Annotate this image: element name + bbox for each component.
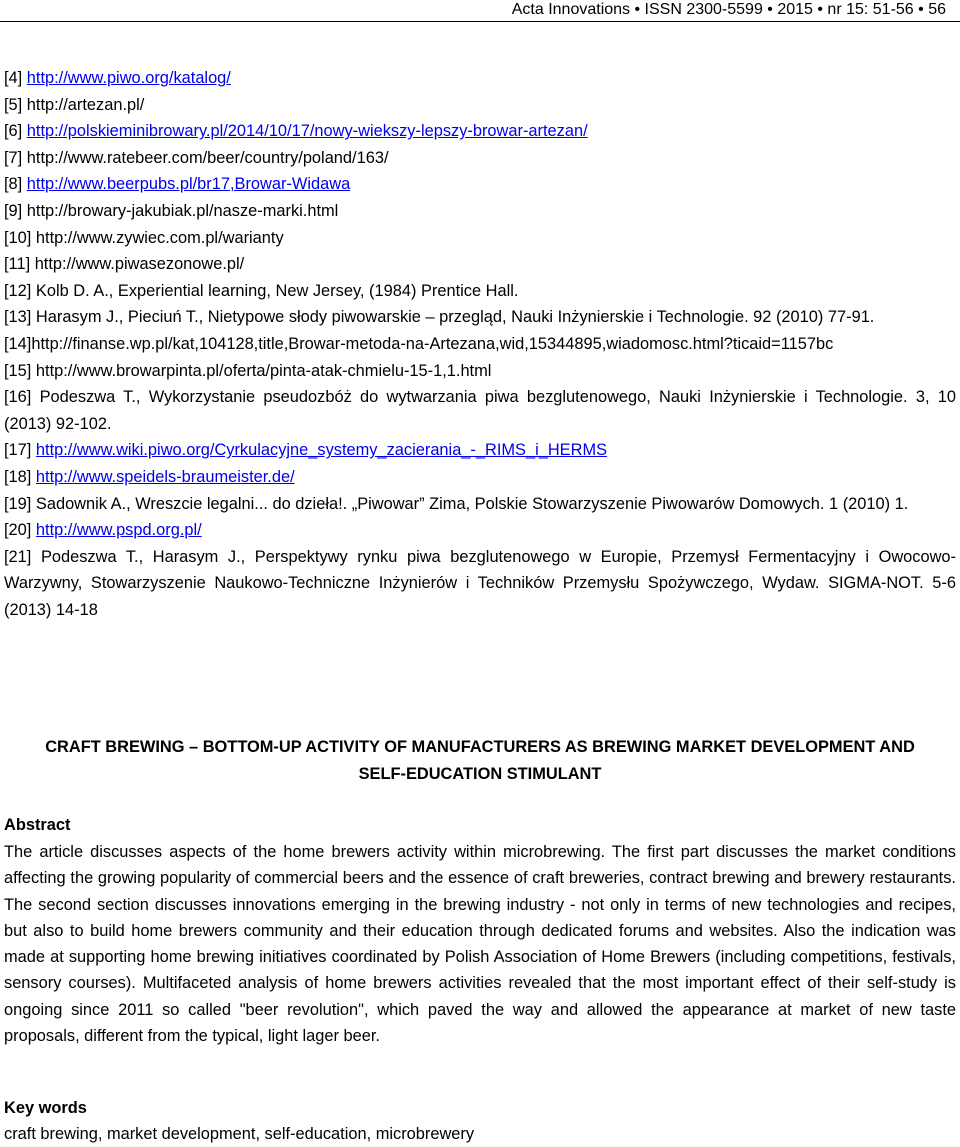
reference-number: [17] [4, 441, 36, 460]
reference-number: [10] [4, 228, 36, 247]
reference-item [4, 331, 956, 358]
reference-item [4, 251, 956, 278]
abstract-heading: Abstract [4, 816, 71, 834]
reference-item [4, 517, 956, 544]
reference-item [4, 118, 956, 145]
reference-link[interactable]: http://polskieminibrowary.pl/2014/10/17/nowy-wiekszy-lepszy-browar-artezan/ [26, 122, 588, 141]
reference-text: Sadownik A., Wreszcie legalni... do dzieła!. „Piwowar” Zima, Polskie Stowarzyszenie Piwowarów Domowych. 1 (2010) 1. [35, 494, 909, 513]
reference-text: Harasym J., Pieciuń T., Nietypowe słody piwowarskie – przegląd, Nauki Inżynierskie i Technologie. 92 (2010) 77-91. [35, 308, 875, 327]
reference-list [4, 65, 956, 623]
reference-link[interactable]: http://www.speidels-braumeister.de/ [35, 467, 295, 486]
reference-text: Kolb D. A., Experiential learning, New Jersey, (1984) Prentice Hall. [35, 281, 519, 300]
article-title [4, 734, 956, 788]
reference-item [4, 358, 956, 385]
reference-link[interactable]: http://www.wiki.piwo.org/Cyrkulacyjne_systemy_zacierania_-_RIMS_i_HERMS [35, 441, 608, 460]
reference-number: [21] [4, 547, 41, 566]
reference-number: [20] [4, 521, 36, 540]
reference-item [4, 225, 956, 252]
reference-number: [16] [4, 388, 40, 407]
reference-number: [14] [4, 334, 32, 353]
reference-number: [4] [4, 69, 27, 87]
reference-number: [12] [4, 281, 36, 300]
keywords-text: craft brewing, market development, self-education, microbrewery [4, 1125, 475, 1143]
article-title-line-2: SELF-EDUCATION STIMULANT [358, 765, 602, 783]
reference-text: Podeszwa T., Harasym J., Perspektywy rynku piwa bezglutenowego w Europie, Przemysł Fermentacyjny i Owocowo-Warzywny, Stowarzyszenie Naukowo-Techniczne Inżynierów i Techników Przemysłu Spożywczego, Wydaw. SIGMA-NOT. 5-6 (2013) 14-18 [4, 547, 956, 619]
reference-number: [15] [4, 361, 36, 380]
reference-item [4, 145, 956, 172]
reference-text: http://www.piwasezonowe.pl/ [34, 255, 245, 274]
keywords-heading: Key words [4, 1099, 87, 1117]
reference-number: [18] [4, 467, 36, 486]
reference-link[interactable]: http://www.pspd.org.pl/ [35, 521, 202, 540]
reference-text: http://artezan.pl/ [26, 95, 145, 114]
running-header [0, 0, 960, 22]
reference-number: [13] [4, 308, 36, 327]
reference-number: [6] [4, 122, 27, 141]
reference-link[interactable]: http://www.piwo.org/katalog/ [26, 69, 231, 87]
running-head-text: Acta Innovations • ISSN 2300-5599 • 2015 • nr 15: 51-56 • 56 [511, 1, 946, 18]
reference-link[interactable]: http://www.beerpubs.pl/br17,Browar-Widawa [26, 175, 351, 194]
reference-text: http://finanse.wp.pl/kat,104128,title,Browar-metoda-na-Artezana,wid,15344895,wiadomosc.html?ticaid=1157bc [31, 334, 834, 353]
reference-item [4, 544, 956, 624]
reference-number: [9] [4, 201, 27, 220]
reference-text: http://www.ratebeer.com/beer/country/poland/163/ [26, 148, 389, 167]
reference-item [4, 171, 956, 198]
reference-item [4, 384, 956, 437]
reference-item [4, 464, 956, 491]
abstract-text: The article discusses aspects of the home brewers activity within microbrewing. The first part discusses the market conditions affecting the growing popularity of commercial beers and the essence of craft breweries, contract brewing and brewery restaurants. The second section discusses innovations emerging in the brewing industry - not only in terms of new technologies and recipes, but also to build home brewers community and their education through dedicated forums and websites. Also the indication was made at supporting home brewing initiatives coordinated by Polish Association of Home Brewers (including competitions, festivals, sensory courses). Multifaceted analysis of home brewers activities revealed that the most important effect of their self-study is ongoing since 2011 so called "beer revolution", which paved the way and allowed the appearance at market of new taste proposals, different from the typical, light lager beer. [4, 843, 956, 1046]
reference-item [4, 437, 956, 464]
reference-item [4, 92, 956, 119]
reference-text: http://www.zywiec.com.pl/warianty [35, 228, 284, 247]
reference-number: [7] [4, 148, 27, 167]
reference-text: http://www.browarpinta.pl/oferta/pinta-atak-chmielu-15-1,1.html [35, 361, 492, 380]
reference-number: [11] [4, 255, 35, 274]
article-title-line-1: CRAFT BREWING – BOTTOM-UP ACTIVITY OF MANUFACTURERS AS BREWING MARKET DEVELOPMENT AND [45, 738, 915, 756]
reference-number: [8] [4, 175, 27, 194]
reference-number: [19] [4, 494, 36, 513]
reference-text: http://browary-jakubiak.pl/nasze-marki.html [26, 201, 339, 220]
reference-item [4, 65, 956, 92]
reference-item [4, 304, 956, 331]
reference-item [4, 198, 956, 225]
reference-number: [5] [4, 95, 27, 114]
reference-item [4, 278, 956, 305]
reference-text: Podeszwa T., Wykorzystanie pseudozbóż do wytwarzania piwa bezglutenowego, Nauki Inżynierskie i Technologie. 3, 10 (2013) 92-102. [4, 388, 956, 433]
reference-item [4, 491, 956, 518]
